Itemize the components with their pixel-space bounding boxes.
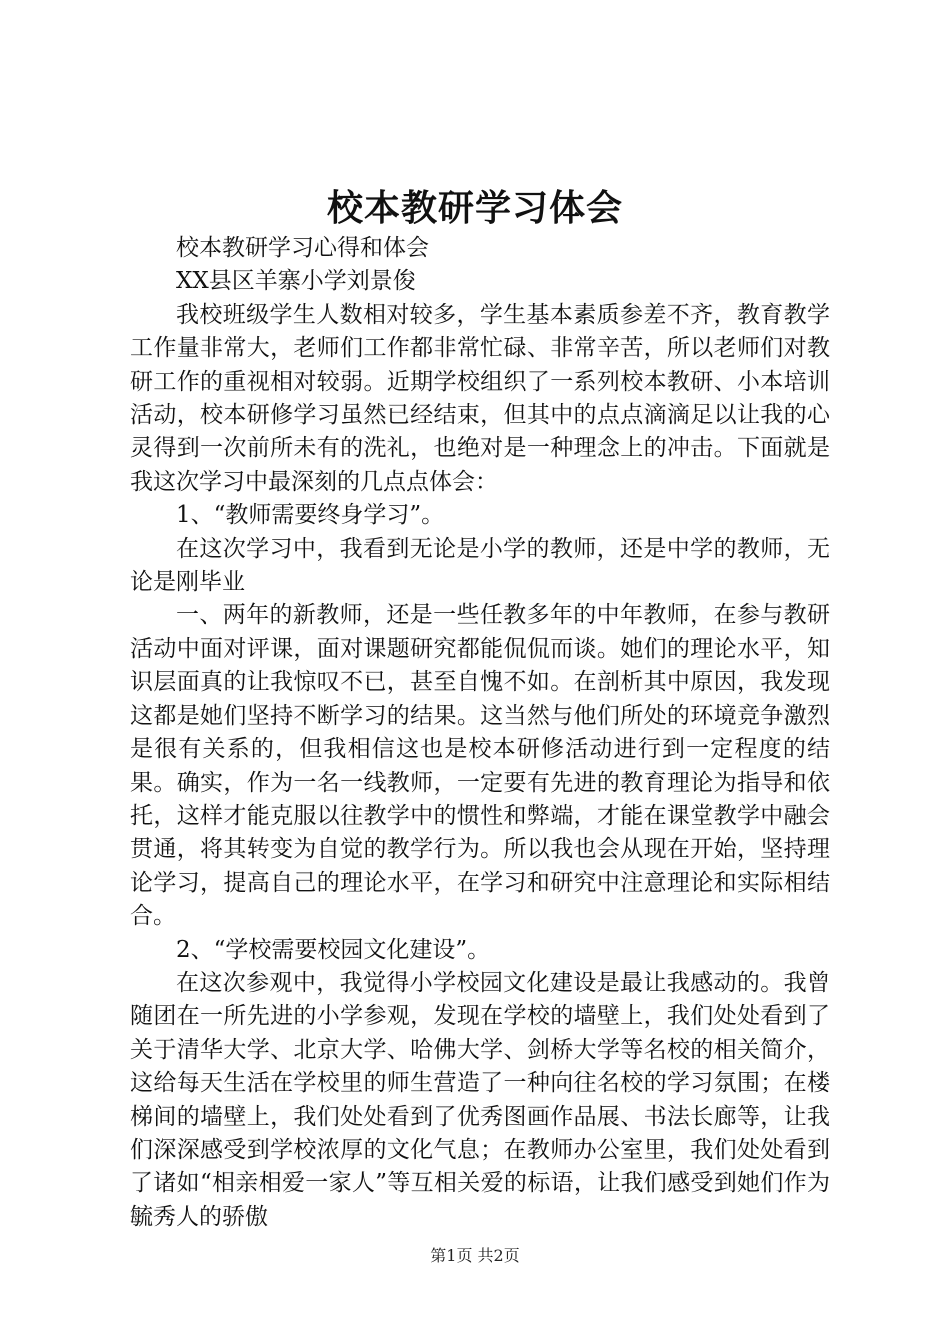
section-heading: 2、“学校需要校园文化建设”。 <box>176 936 491 963</box>
body-paragraph: 在这次学习中，我看到无论是小学的教师，还是中学的教师，无论是刚毕业 <box>130 535 830 596</box>
document-title: 校本教研学习体会 <box>326 187 623 229</box>
document-body <box>130 232 830 1234</box>
body-paragraph: 一、两年的新教师，还是一些任教多年的中年教师，在参与教研活动中面对评课，面对课题研究都能侃侃而谈。她们的理论水平，知识层面真的让我惊叹不已，甚至自愧不如。在剖析其中原因，我发现这都是她们坚持不断学习的结果。这当然与他们所处的环境竞争激烈是很有关系的，但我相信这也是校本研修活动进行到一定程度的结果。确实，作为一名一线教师，一定要有先进的教育理论为指导和依托，这样才能克服以往教学中的惯性和弊端，才能在课堂教学中融会贯通，将其转变为自觉的教学行为。所以我也会从现在开始，坚持理论学习，提高自己的理论水平，在学习和研究中注意理论和实际相结合。 <box>130 602 830 930</box>
subtitle-line: 校本教研学习心得和体会 <box>176 235 429 261</box>
author-line: XX县区羊寨小学刘景俊 <box>176 268 416 295</box>
body-paragraph: 在这次参观中，我觉得小学校园文化建设是最让我感动的。我曾随团在一所先进的小学参观，发现在学校的墙壁上，我们处处看到了关于清华大学、北京大学、哈佛大学、剑桥大学等名校的相关简介，这给每天生活在学校里的师生营造了一种向往名校的学习氛围；在楼梯间的墙壁上，我们处处看到了优秀图画作品展、书法长廊等，让我们深深感受到学校浓厚的文化气息；在教师办公室里，我们处处看到了诸如“相亲相爱一家人”等互相关爱的标语，让我们感受到她们作为毓秀人的骄傲 <box>130 969 830 1230</box>
page-footer: 第1页 共2页 <box>430 1246 520 1265</box>
section-heading: 1、“教师需要终身学习”。 <box>176 502 445 529</box>
body-paragraph: 我校班级学生人数相对较多，学生基本素质参差不齐，教育教学工作量非常大，老师们工作都非常忙碌、非常辛苦，所以老师们对教研工作的重视相对较弱。近期学校组织了一系列校本教研、小本培训活动，校本研修学习虽然已经结束，但其中的点点滴滴足以让我的心灵得到一次前所未有的洗礼，也绝对是一种理念上的冲击。下面就是我这次学习中最深刻的几点点体会： <box>130 301 830 495</box>
